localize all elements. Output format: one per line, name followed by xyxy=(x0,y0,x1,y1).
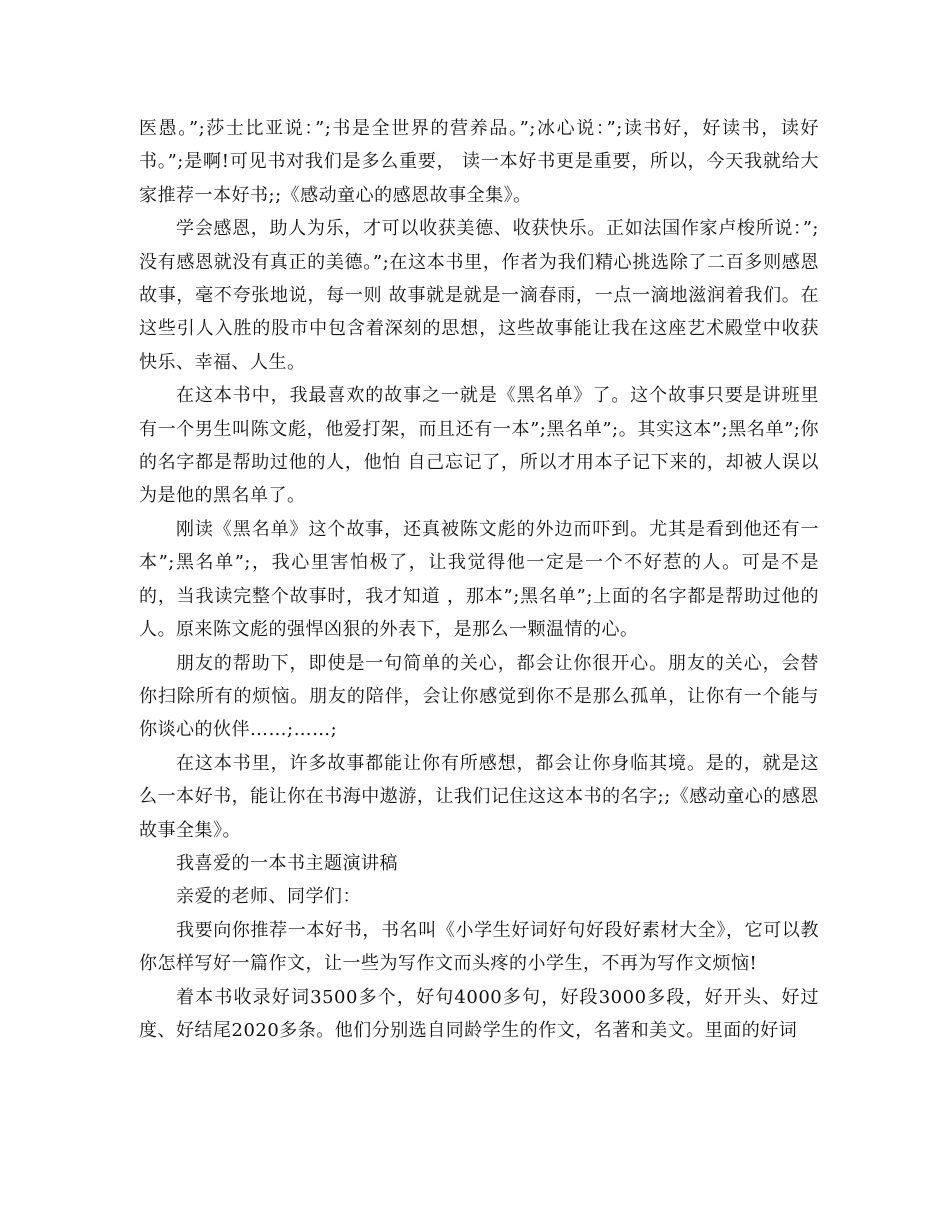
section-heading: 我喜爱的一本书主题演讲稿 xyxy=(176,852,398,874)
paragraph-friendship: 朋友的帮助下，即使是一句简单的关心，都会让你很开心。朋友的关心，会替你扫除所有的烦恼。朋友的陪伴，会让你感觉到你不是那么孤单，让你有一个能与你谈心的伙伴……;……; xyxy=(139,652,819,741)
salutation: 亲爱的老师、同学们： xyxy=(176,886,361,908)
paragraph-blacklist-story: 在这本书中，我最喜欢的故事之一就是《黑名单》了。这个故事只要是讲班里有一个男生叫陈文彪，他爱打架，而且还有一本”;黑名单”;。其实这本”;黑名单”;你的名字都是帮助过他的人，他怕 自己忘记了，所以才用本子记下来的，却被人误以为是他的黑名单了。 xyxy=(139,385,819,507)
document-body xyxy=(139,112,819,1047)
paragraph-conclusion: 在这本书里，许多故事都能让你有所感想，都会让你身临其境。是的，就是这么一本好书，能让你在书海中遨游，让我们记住这这本书的名字;;《感动童心的感恩故事全集》。 xyxy=(139,752,819,841)
paragraph-gratitude: 学会感恩，助人为乐，才可以收获美德、收获快乐。正如法国作家卢梭所说：”;没有感恩就没有真正的美德。”;在这本书里，作者为我们精心挑选除了二百多则感恩故事，毫不夸张地说，每一则 故事就是就是一滴春雨，一点一滴地滋润着我们。在这些引人入胜的股市中包含着深刻的思想，这些故事能让我在这座艺术殿堂中收获快乐、幸福、人生。 xyxy=(139,218,819,373)
paragraph-recommendation: 我要向你推荐一本好书，书名叫《小学生好词好句好段好素材大全》，它可以教你怎样写好一篇作文，让一些为写作文而头疼的小学生，不再为写作文烦恼! xyxy=(139,919,819,975)
paragraph-intro: 医愚。”;莎士比亚说：”;书是全世界的营养品。”;冰心说：”;读书好，好读书，读好书。”;是啊!可见书对我们是多么重要， 读一本好书更是重要，所以，今天我就给大家推荐一本好书;;《感动童心的感恩故事全集》。 xyxy=(139,118,819,206)
paragraph-first-impression: 刚读《黑名单》这个故事，还真被陈文彪的外边而吓到。尤其是看到他还有一本”;黑名单”;，我心里害怕极了，让我觉得他一定是一个不好惹的人。可是不是的，当我读完整个故事时，我才知道 ，那本”;黑名单”;上面的名字都是帮助过他的人。原来陈文彪的强悍凶狠的外表下，是那么一颗温情的心。 xyxy=(139,518,819,641)
paragraph-book-contents: 着本书收录好词3500多个，好句4000多句，好段3000多段，好开头、好过度、好结尾2020多条。他们分别选自同龄学生的作文，名著和美文。里面的好词 xyxy=(139,986,819,1041)
